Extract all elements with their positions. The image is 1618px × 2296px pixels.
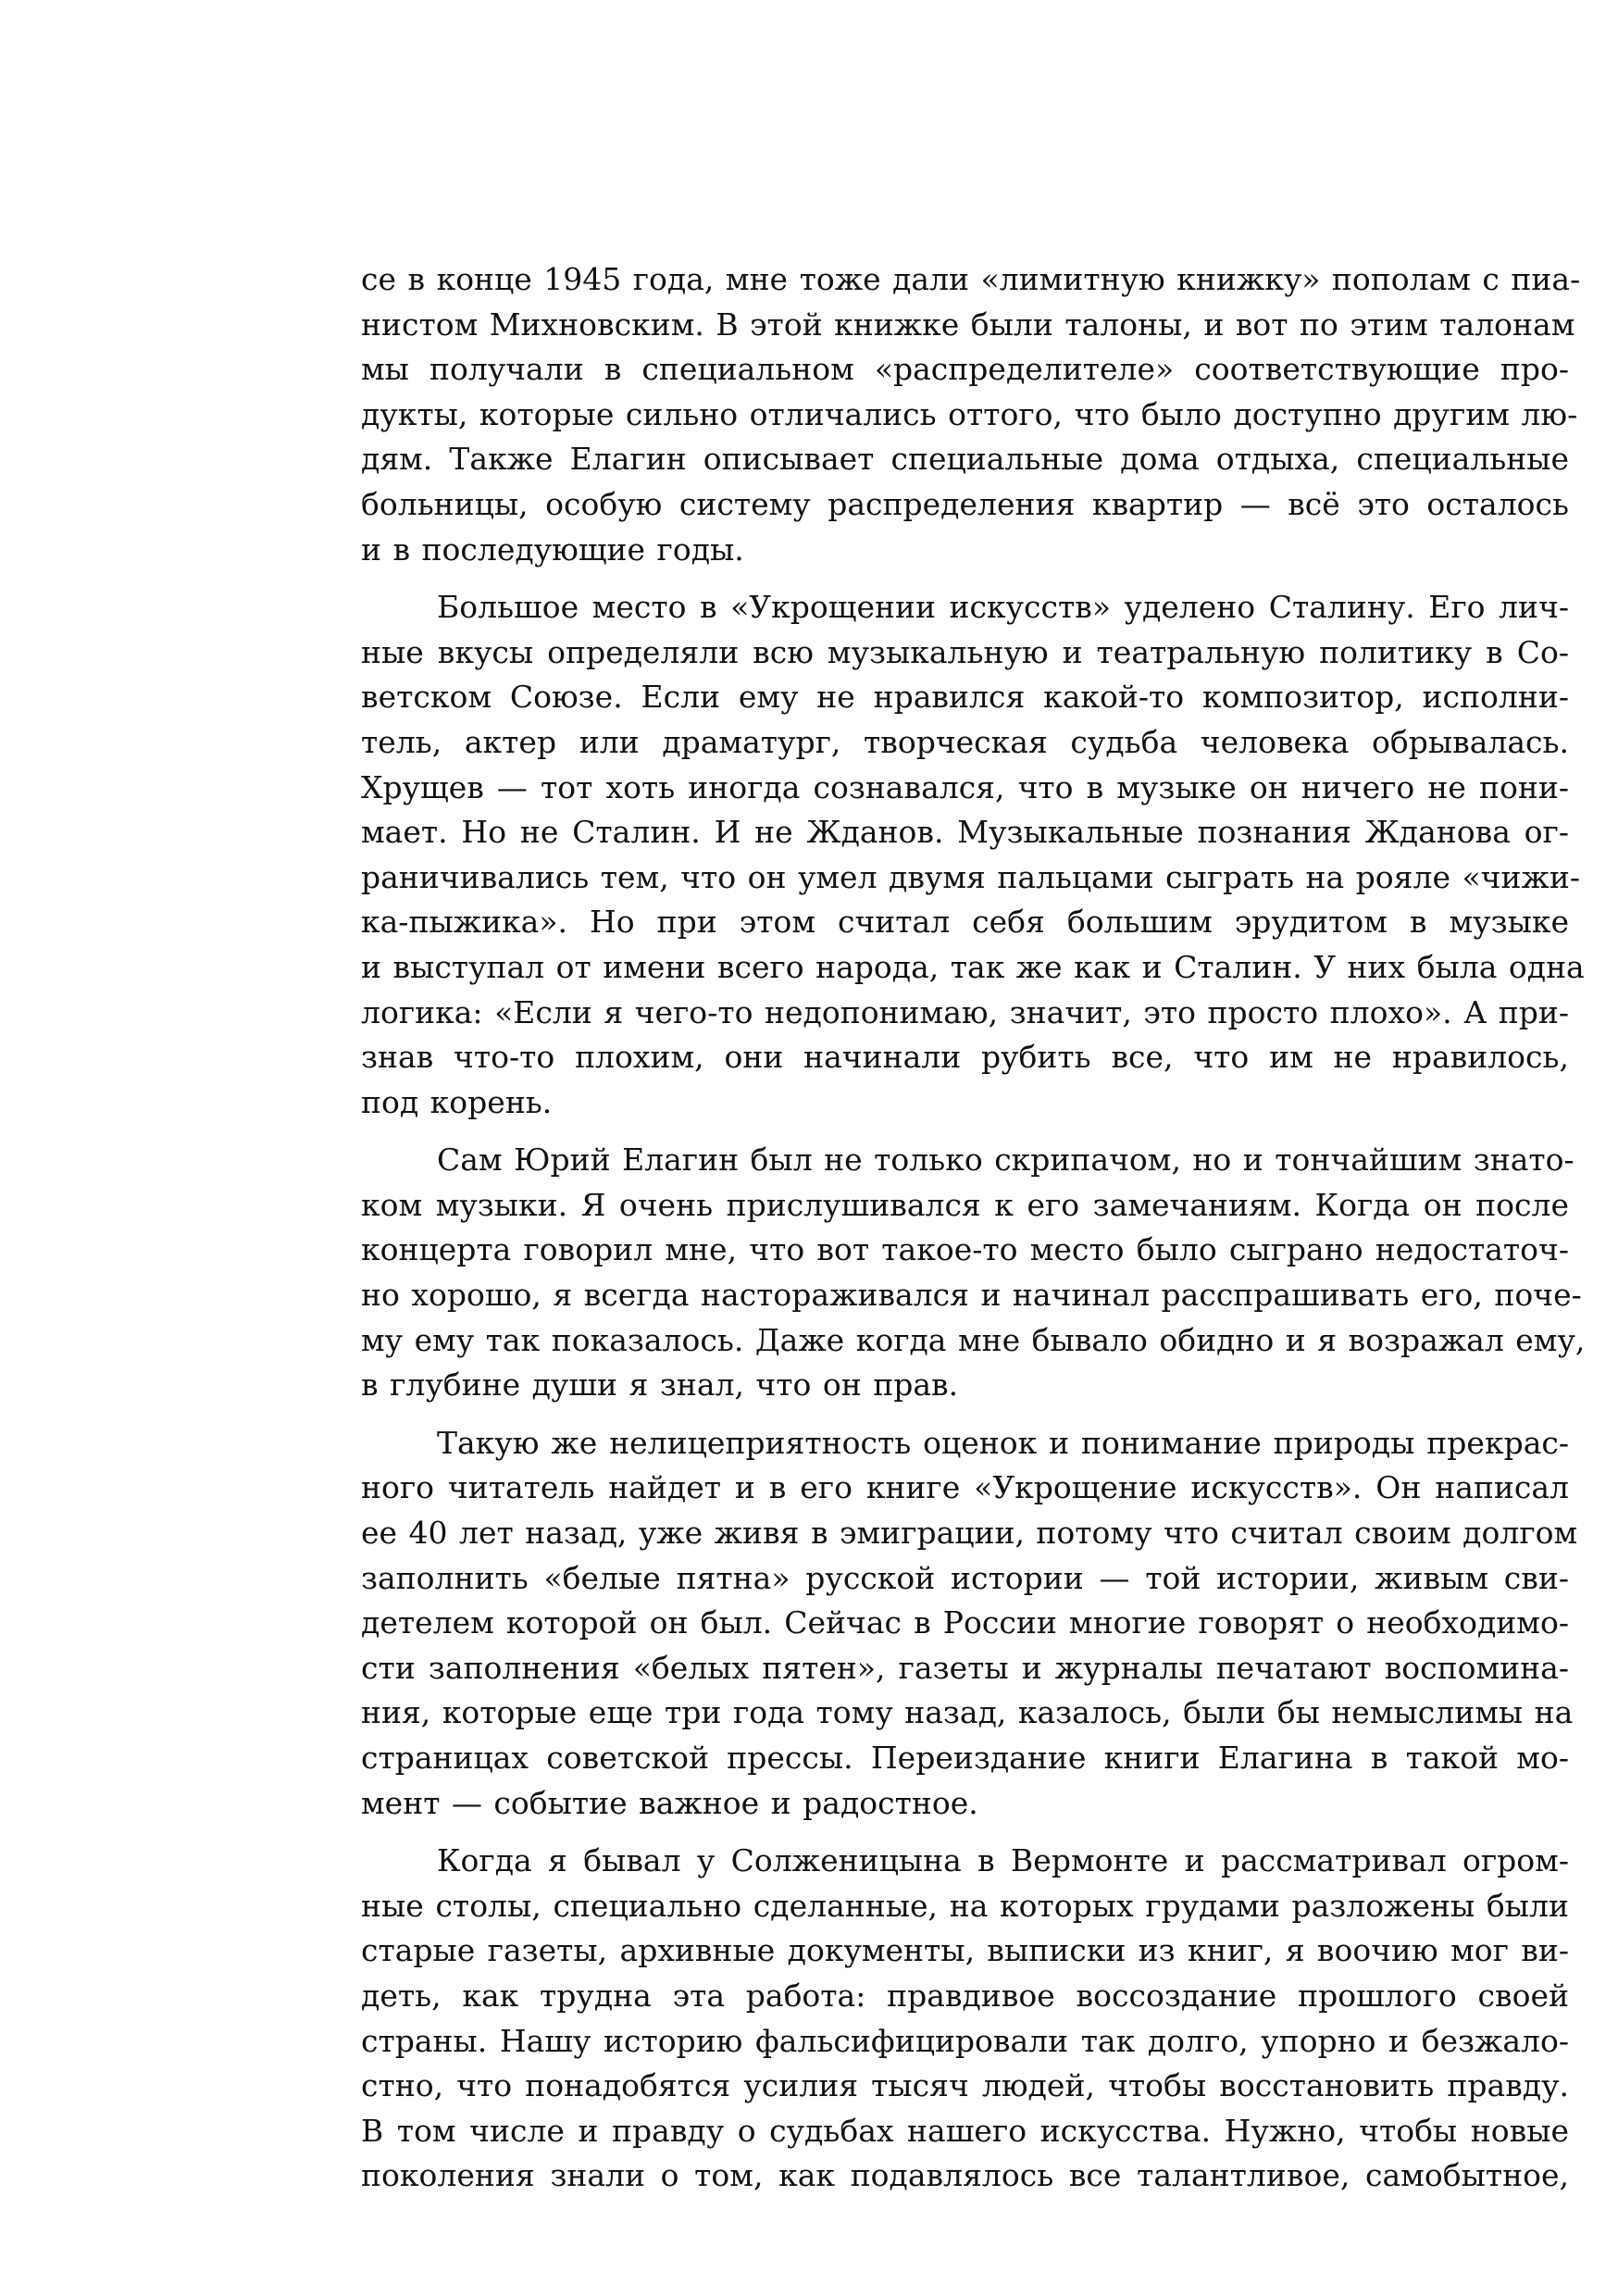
text-line: заполнить «белые пятна» русской истории — той истории, живым сви-: [361, 1559, 1569, 1596]
text-line: Такую же нелицеприятность оценок и понимание природы прекрас-: [437, 1424, 1569, 1461]
text-line: Сам Юрий Елагин был не только скрипачом, но и тончайшим знато-: [437, 1142, 1574, 1179]
paragraph-spacing: [361, 1408, 1569, 1421]
text-line: ные вкусы определяли всю музыкальную и театральную политику в Со-: [361, 633, 1569, 670]
paragraph-spacing: [361, 572, 1569, 585]
text-line: поколения знали о том, как подавлялось все талантливое, самобытное,: [361, 2157, 1569, 2194]
text-line: ные столы, специально сделанные, на которых грудами разложены были: [361, 1887, 1569, 1924]
text-line: се в конце 1945 года, мне тоже дали «лимитную книжку» пополам с пиа-: [361, 261, 1581, 297]
text-line: дям. Также Елагин описывает специальные дома отдыха, специальные: [361, 441, 1569, 478]
paragraph: [361, 1839, 1569, 2199]
text-line: в глубине души я знал, что он прав.: [361, 1366, 959, 1404]
text-line: знав что-то плохим, они начинали рубить все, что им не нравилось,: [361, 1039, 1569, 1076]
paragraph: [361, 257, 1581, 572]
text-line: но хорошо, я всегда настораживался и начинал расспрашивать его, поче-: [361, 1277, 1582, 1314]
text-line: раничивались тем, что он умел двумя пальцами сыграть на рояле «чижи-: [361, 858, 1580, 895]
text-line: нистом Михновским. В этой книжке были талоны, и вот по этим талонам: [361, 306, 1575, 343]
text-line: мент — событие важное и радостное.: [361, 1784, 978, 1821]
text-line: ка-пыжика». Но при этом считал себя большим эрудитом в музыке: [361, 904, 1569, 941]
paragraph: [361, 585, 1585, 1125]
text-line: ния, которые еще три года тому назад, казалось, были бы немыслимы на: [361, 1694, 1574, 1731]
text-line: страны. Нашу историю фальсифицировали так долго, упорно и безжало-: [361, 2022, 1569, 2059]
paragraph: [361, 1421, 1578, 1826]
text-line: старые газеты, архивные документы, выписки из книг, я воочию мог ви-: [361, 1932, 1569, 1969]
text-line: сти заполнения «белых пятен», газеты и журналы печатают воспомина-: [361, 1649, 1569, 1686]
text-line: стно, что понадобятся усилия тысяч людей, чтобы восстановить правду.: [361, 2067, 1569, 2104]
text-line: Большое место в «Укрощении искусств» уделено Сталину. Его лич-: [437, 589, 1569, 626]
text-line: детелем которой он был. Сейчас в России многие говорят о необходимо-: [361, 1604, 1569, 1641]
paragraph-spacing: [361, 1826, 1569, 1839]
text-line: страницах советской прессы. Переиздание книги Елагина в такой мо-: [361, 1740, 1569, 1776]
text-line: В том числе и правду о судьбах нашего искусства. Нужно, чтобы новые: [361, 2112, 1569, 2149]
paragraph-spacing: [361, 1125, 1569, 1138]
text-line: и выступал от имени всего народа, так же как и Сталин. У них была одна: [361, 948, 1585, 985]
text-line: концерта говорил мне, что вот такое-то место было сыграно недостаточ-: [361, 1231, 1569, 1268]
text-line: тель, актер или драматург, творческая судьба человека обрывалась.: [361, 723, 1569, 760]
text-line: логика: «Если я чего-то недопонимаю, значит, это просто плохо». А при-: [361, 993, 1569, 1030]
text-line: ком музыки. Я очень прислушивался к его замечаниям. Когда он после: [361, 1186, 1569, 1223]
paragraph: [361, 1138, 1586, 1408]
text-line: ного читатель найдет и в его книге «Укрощение искусств». Он написал: [361, 1469, 1569, 1506]
text-line: деть, как трудна эта работа: правдивое воссоздание прошлого своей: [361, 1977, 1569, 2014]
text-line: Хрущев — тот хоть иногда сознавался, что в музыке он ничего не пони-: [361, 768, 1569, 805]
text-line: и в последующие годы.: [361, 530, 744, 568]
text-line: больницы, особую систему распределения квартир — всё это осталось: [361, 485, 1569, 522]
text-line: му ему так показалось. Даже когда мне бывало обидно и я возражал ему,: [361, 1321, 1586, 1358]
text-line: мы получали в специальном «распределителе» соответствующие про-: [361, 351, 1569, 388]
text-line: ветском Союзе. Если ему не нравился какой-то композитор, исполни-: [361, 679, 1569, 716]
text-line: мает. Но не Сталин. И не Жданов. Музыкальные познания Жданова ог-: [361, 814, 1569, 851]
text-line: ее 40 лет назад, уже живя в эмиграции, потому что считал своим долгом: [361, 1515, 1578, 1552]
text-line: дукты, которые сильно отличались оттого, что было доступно другим лю-: [361, 395, 1578, 432]
text-line: Когда я бывал у Солженицына в Вермонте и рассматривал огром-: [437, 1842, 1569, 1879]
text-line: под корень.: [361, 1083, 553, 1120]
body-text: [361, 257, 1586, 2199]
